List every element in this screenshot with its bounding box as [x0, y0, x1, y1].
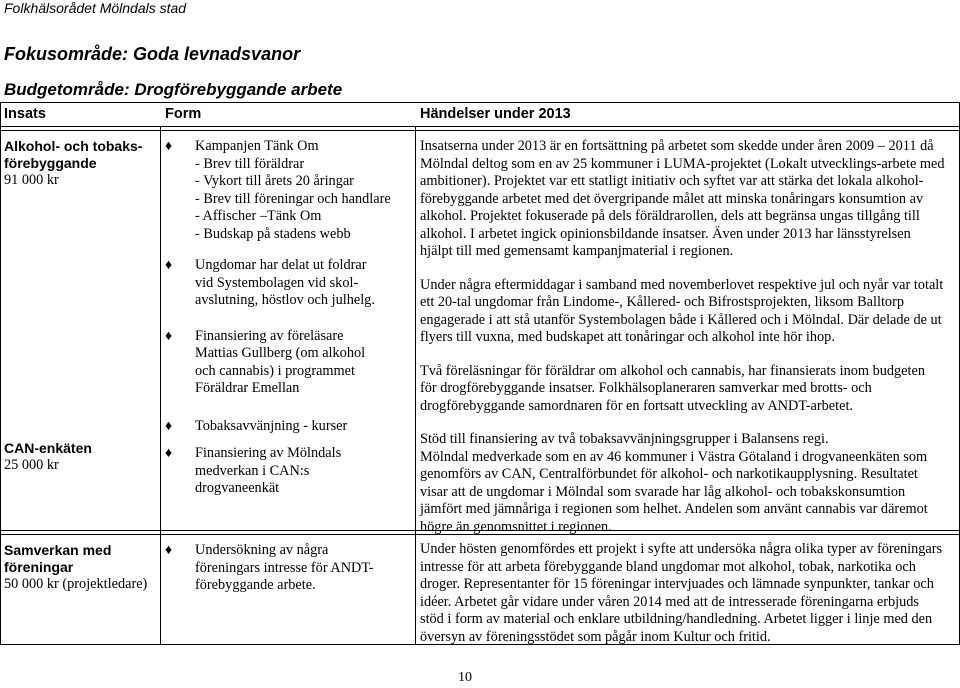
column-divider [0, 102, 1, 645]
form-item-line: Föräldrar Emellan [195, 380, 300, 396]
form-item-line: Ungdomar har delat ut foldrar [195, 257, 367, 273]
column-header-insats: Insats [4, 106, 46, 122]
event-line: engagerade i att stå utanför Systembolagen både i Kållered och i Mölndal. Där delade de ut [420, 311, 942, 328]
insats-name-line: CAN-enkäten [4, 440, 92, 456]
event-line: idéer. Arbetet går vidare under våren 2014 med att de intresserade föreningarna erbjuds [420, 593, 919, 610]
form-item-line: avslutning, höstlov och julhelg. [195, 292, 375, 308]
bullet-icon: ♦ [165, 139, 173, 154]
event-paragraph [420, 541, 956, 646]
page-number: 10 [458, 670, 472, 685]
events-column [420, 138, 956, 536]
form-item-lecturer [165, 328, 413, 398]
form-item-line: medverkan i CAN:s [195, 462, 310, 479]
event-line: genomförs av CAN, Centralförbundet för alkohol- och narkotikaupplysning. Resultatet [420, 466, 918, 482]
form-item-survey [165, 542, 413, 595]
organization-name: Folkhälsorådet Mölndals stad [4, 0, 187, 16]
form-item-line: - Budskap på stadens webb [195, 225, 351, 242]
form-item-line: - Brev till föreningar och handlare [195, 190, 391, 207]
bullet-icon: ♦ [165, 446, 173, 461]
form-item-line: och cannabis) i programmet [195, 362, 355, 379]
form-item-line: Tobaksavvänjning - kurser [195, 417, 348, 434]
event-paragraph [420, 138, 956, 261]
form-column [165, 138, 413, 498]
form-item-line: drogvaneenkät [195, 480, 280, 496]
form-item-line: - Affischer –Tänk Om [195, 208, 322, 224]
event-line: stöd i form av material och enklare utbildning/handledning. Arbetet ligger i linje med den [420, 611, 933, 627]
insats-can-survey [4, 440, 92, 475]
table-top-border [0, 102, 960, 103]
row-divider [0, 130, 960, 131]
event-line: hjälpt till med gemensamt kampanjmaterial i regionen. [420, 243, 734, 259]
event-line: alkohol. I arbetet ingick opinionsbildande insatser. Även under 2013 har länsstyrelsen [420, 225, 911, 242]
budget-area-title: Budgetområde: Drogförebyggande arbete [4, 80, 343, 99]
form-item-line: Kampanjen Tänk Om [195, 138, 319, 154]
event-line: ett 20-tal ungdomar från Lindome-, Kållered- och Bifrostsprojekten, liksom Balltorp [420, 294, 904, 310]
column-divider [160, 126, 161, 645]
form-item-line: Undersökning av några [195, 542, 329, 558]
event-line: Mölndal deltog som en av 25 kommuner i LUMA-projektet (Lokalt utvecklings-arbete med [420, 155, 945, 172]
event-line: intresse för att arbeta förebyggande bland ungdomar mot alkohol, tobak, narkotika och [420, 558, 916, 575]
event-paragraph [420, 277, 956, 347]
form-item-line: vid Systembolagen vid skol- [195, 274, 359, 291]
form-item-line: Mattias Gullberg (om alkohol [195, 345, 366, 361]
insats-name-line: Alkohol- och tobaks- [4, 138, 143, 154]
insats-amount: 25 000 kr [4, 457, 59, 473]
event-line: Mölndal medverkade som en av 46 kommuner i Västra Götaland i drogvaneenkäten som [420, 448, 928, 465]
form-item-campaign [165, 138, 413, 243]
form-item-can-financing [165, 445, 413, 498]
focus-area-title: Fokusområde: Goda levnadsvanor [4, 44, 301, 64]
event-line: drogförebyggande samordnaren för en fortsatt utveckling av ANDT-arbetet. [420, 397, 853, 414]
bullet-icon: ♦ [165, 418, 173, 434]
insats-name-line: föreningar [4, 559, 74, 575]
event-line: flyers till vuxna, med budskapet att tonåringar och alkohol inte hör ihop. [420, 329, 835, 345]
event-line: Insatserna under 2013 är en fortsättning på arbetet som skedde under åren 2009 – 2011 då [420, 138, 934, 154]
event-line: alkohol. Projektet fokuserade på dels föräldrarollen, dels att begränsa ungas tillgång till [420, 208, 920, 224]
form-item-line: föreningars intresse för ANDT- [195, 559, 374, 576]
insats-amount: 50 000 kr (projektledare) [4, 576, 148, 592]
header-bottom-border [0, 126, 960, 127]
event-line: Stöd till finansiering av två tobaksavvänjningsgrupper i Balansens regi. [420, 431, 829, 447]
event-paragraph [420, 431, 956, 449]
event-line: Under hösten genomfördes ett projekt i syfte att undersöka några olika typer av föreningars [420, 541, 943, 557]
event-line: förebyggande arbetet med det övergripande målet att minska tonåringars konsumtion av [420, 190, 924, 207]
bullet-icon: ♦ [165, 258, 173, 273]
form-item-tobacco-courses [165, 418, 413, 436]
event-line: visar att de ungdomar i Mölndal som svarade har låg alkohol- och tobakskonsumtion [420, 483, 906, 500]
event-line: för drogförebyggande insatser. Folkhälsoplaneraren samverkar med brotts- och [420, 380, 872, 396]
form-item-line: förebyggande arbete. [195, 577, 316, 593]
event-line: jämfört med jämnåriga i regionen som helhet. Andelen som använt cannabis var däremot [420, 501, 928, 517]
column-divider [415, 126, 416, 645]
insats-name-line: Samverkan med [4, 542, 112, 558]
event-line: droger. Representanter för 15 föreningar intervjuades och lämnade synpunkter, tankar och [420, 576, 934, 592]
events-column-associations [420, 541, 956, 646]
event-paragraph [420, 449, 956, 537]
event-line: Under några eftermiddagar i samband med novemberlovet respektive jul och nyår var totalt [420, 276, 944, 293]
insats-alcohol-tobacco [4, 138, 142, 190]
form-item-line: Finansiering av föreläsare [195, 327, 344, 344]
form-item-line: - Brev till föräldrar [195, 155, 305, 172]
form-item-line: Finansiering av Mölndals [195, 445, 342, 461]
insats-name-line: förebyggande [4, 155, 97, 171]
event-line: högre än genomsnittet i regionen. [420, 518, 612, 535]
event-line: Två föreläsningar för föräldrar om alkohol och cannabis, har finansierats inom budgeten [420, 362, 925, 379]
column-header-events: Händelser under 2013 [420, 106, 571, 122]
column-header-form: Form [165, 106, 202, 122]
form-column-associations [165, 542, 413, 595]
event-paragraph [420, 363, 956, 416]
form-item-line: - Vykort till årets 20 åringar [195, 173, 354, 189]
event-line: översyn av föreningsstödet som pågår inom Kultur och fritid. [420, 628, 771, 645]
insats-associations [4, 542, 147, 594]
insats-amount: 91 000 kr [4, 172, 59, 188]
bullet-icon: ♦ [165, 543, 173, 558]
event-line: ambitioner). Projektet var ett statligt initiativ och syftet var att stärka det lokala alkohol- [420, 173, 924, 189]
form-item-folders [165, 257, 413, 310]
bullet-icon: ♦ [165, 328, 173, 344]
